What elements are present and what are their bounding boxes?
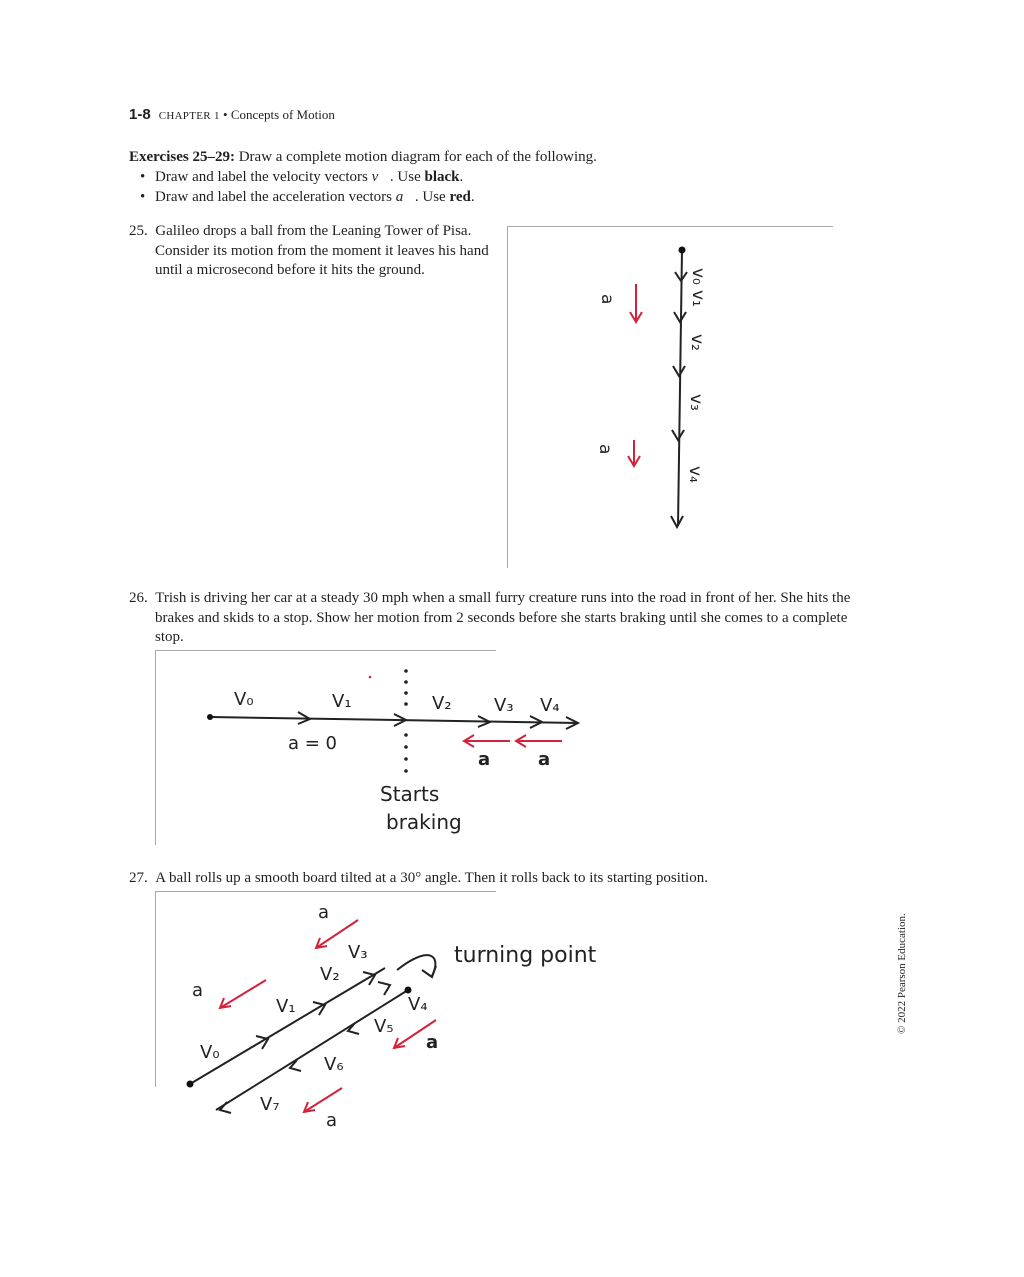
exercise-27 <box>129 869 855 889</box>
instructions-text: Draw a complete motion diagram for each of the following. <box>234 149 597 165</box>
velocity-label-v2: V₂ <box>320 964 340 985</box>
acceleration-symbol: a⃗ <box>395 188 415 205</box>
bullet-velocity: • Draw and label the velocity vectors v⃗. Use black. <box>155 168 815 188</box>
braking-label-line1: Starts <box>380 782 440 806</box>
velocity-arrowhead <box>671 516 683 527</box>
velocity-label-v4: v₄ <box>685 466 705 483</box>
velocity-label-v3: v₃ <box>686 394 706 411</box>
velocity-arrowhead <box>256 1036 268 1049</box>
exercise-25 <box>129 222 507 281</box>
acceleration-arrow <box>220 980 266 1008</box>
color-black: black <box>424 169 460 185</box>
acceleration-label: a <box>326 1110 338 1131</box>
velocity-label-v0: V₀ <box>200 1042 220 1063</box>
velocity-label-v2: V₂ <box>432 693 452 714</box>
velocity-label-v3: V₃ <box>348 942 368 963</box>
exercise-number: 27. <box>129 870 148 886</box>
acceleration-arrow <box>304 1088 342 1112</box>
exercise-number: 25. <box>129 223 148 239</box>
motion-diagram-26 <box>200 665 585 845</box>
trajectory-line <box>210 717 578 723</box>
velocity-label-v1: v₁ <box>688 290 708 307</box>
velocity-label-v2: v₂ <box>687 334 707 351</box>
velocity-arrowhead <box>378 982 390 995</box>
acceleration-arrowhead <box>316 938 327 948</box>
chapter-title: Concepts of Motion <box>230 107 335 122</box>
acceleration-label: a <box>426 1032 439 1053</box>
zero-acceleration-label: a = 0 <box>288 733 338 754</box>
exercise-26 <box>129 589 865 648</box>
exercise-number: 26. <box>129 590 148 606</box>
velocity-arrowhead <box>673 366 685 376</box>
copyright-notice: © 2022 Pearson Education. <box>896 913 908 1034</box>
braking-label-line2: braking <box>386 810 462 834</box>
trajectory-down <box>216 990 408 1110</box>
exercise-text: Galileo drops a ball from the Leaning Tower of Pisa. Consider its motion from the moment it leaves his hand until a microsecond before it hits the ground. <box>155 223 489 278</box>
exercise-instructions <box>129 148 829 168</box>
acceleration-label: a <box>595 444 615 455</box>
velocity-label-v4: V₄ <box>540 695 560 716</box>
bullet-acceleration: • Draw and label the acceleration vectors a⃗. Use red. <box>155 188 815 208</box>
velocity-label-v4: V₄ <box>408 994 428 1015</box>
velocity-arrowhead <box>672 430 684 440</box>
velocity-arrowhead <box>313 1002 325 1015</box>
acceleration-arrowhead <box>394 1038 405 1048</box>
trajectory-line <box>678 250 682 526</box>
acceleration-label: a <box>478 749 491 770</box>
header-separator: • <box>223 107 228 122</box>
velocity-label-v5: V₅ <box>374 1016 394 1037</box>
page-number: 1-8 <box>129 106 151 123</box>
position-dot <box>187 1081 194 1088</box>
velocity-label-v0: V₀ <box>234 689 254 710</box>
position-dot <box>207 714 213 720</box>
stray-mark <box>369 676 372 679</box>
position-dot <box>405 987 412 994</box>
motion-diagram-27 <box>180 898 640 1133</box>
motion-diagram-25 <box>590 244 730 539</box>
acceleration-label: a <box>597 294 617 305</box>
trajectory-up <box>190 968 385 1084</box>
velocity-label-v1: V₁ <box>332 691 352 712</box>
velocity-label-v3: V₃ <box>494 695 514 716</box>
velocity-label-v1: V₁ <box>276 996 296 1017</box>
position-dot <box>679 247 686 254</box>
exercise-range-label: Exercises 25–29: <box>129 149 235 165</box>
velocity-label-v6: V₆ <box>324 1054 344 1075</box>
velocity-arrowhead <box>674 312 686 322</box>
velocity-arrowhead <box>220 1102 231 1113</box>
velocity-label-v7: V₇ <box>260 1094 280 1115</box>
turning-point-label: turning point <box>454 943 597 968</box>
turning-point-arrow <box>397 955 435 976</box>
exercise-text: Trish is driving her car at a steady 30 mph when a small furry creature runs into the road in front of her. She hits the brakes and skids to a stop. Show her motion from 2 seconds before she starts braking until she comes to a complete stop. <box>155 590 851 645</box>
exercise-text: A ball rolls up a smooth board tilted at a 30° angle. Then it rolls back to its starting position. <box>155 870 708 886</box>
velocity-label-v0: v₀ <box>688 268 708 285</box>
velocity-symbol: v⃗ <box>371 169 390 185</box>
velocity-arrowhead <box>348 1023 359 1034</box>
instruction-bullets <box>155 168 815 207</box>
acceleration-label: a <box>318 902 330 923</box>
acceleration-label: a <box>192 980 204 1001</box>
color-red: red <box>449 188 471 205</box>
acceleration-label: a <box>538 749 551 770</box>
running-header <box>129 106 335 123</box>
chapter-label: CHAPTER 1 <box>158 110 220 122</box>
turning-point-arrowhead <box>422 966 436 977</box>
